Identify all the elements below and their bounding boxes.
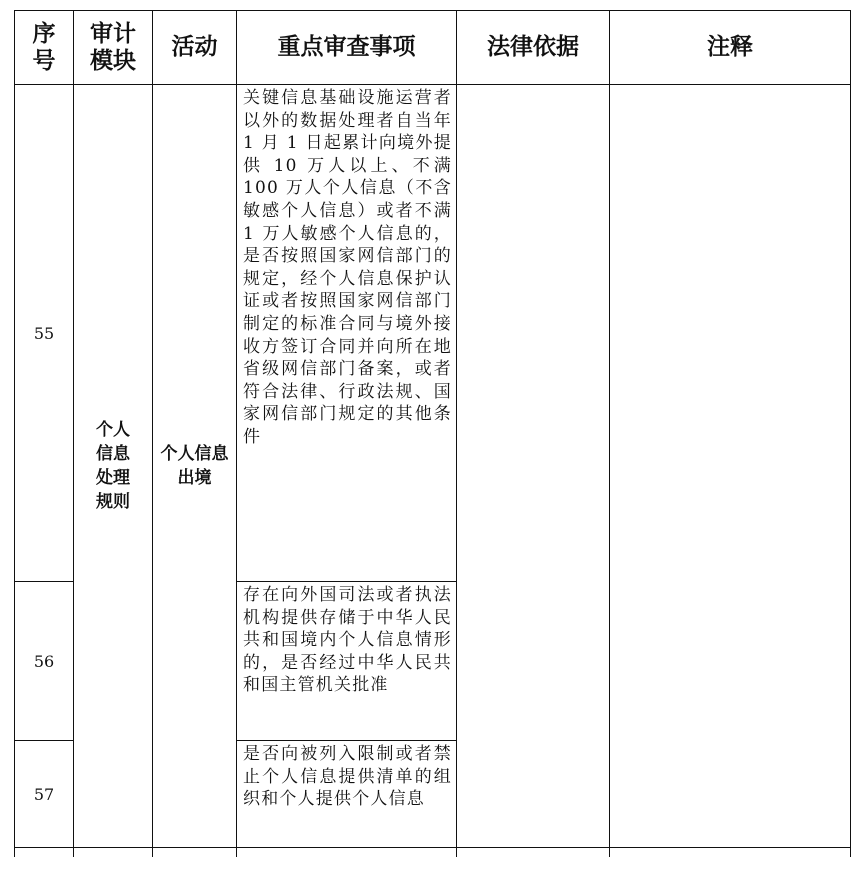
row-number: 55 (15, 85, 74, 582)
continuation-row (15, 848, 851, 858)
review-item: 是否向被列入限制或者禁止个人信息提供清单的组织和个人提供个人信息 (237, 741, 457, 848)
module-label: 个人信息处理规则 (96, 420, 130, 512)
header-row (15, 11, 851, 85)
review-item: 关键信息基础设施运营者以外的数据处理者自当年 1 月 1 日起累计向境外提供 10 万人以上、不满 100 万人个人信息（不含敏感个人信息）或者不满 1 万人敏感个人信息的，是否按照国家网信部门的规定，经个人信息保护认证或者按照国家网信部门制定的标准合同与境外接收方签订合同并向所在地省级网信部门备案，或者符合法律、行政法规、国家网信部门规定的其他条件 (237, 85, 457, 582)
activity-label: 个人信息出境 (160, 444, 229, 488)
note-cell (610, 85, 851, 848)
audit-table (14, 10, 850, 857)
header-activity: 活动 (153, 11, 237, 85)
header-law: 法律依据 (457, 11, 610, 85)
activity-cell (153, 85, 237, 848)
header-item: 重点审查事项 (237, 11, 457, 85)
header-seq: 序号 (15, 11, 74, 85)
review-item: 存在向外国司法或者执法机构提供存储于中华人民共和国境内个人信息情形的，是否经过中华人民共和国主管机关批准 (237, 582, 457, 741)
module-cell (74, 85, 153, 848)
row-number: 56 (15, 582, 74, 741)
law-cell (457, 85, 610, 848)
header-module: 审计模块 (74, 11, 153, 85)
row-number: 57 (15, 741, 74, 848)
header-note: 注释 (610, 11, 851, 85)
table-row (15, 85, 851, 582)
